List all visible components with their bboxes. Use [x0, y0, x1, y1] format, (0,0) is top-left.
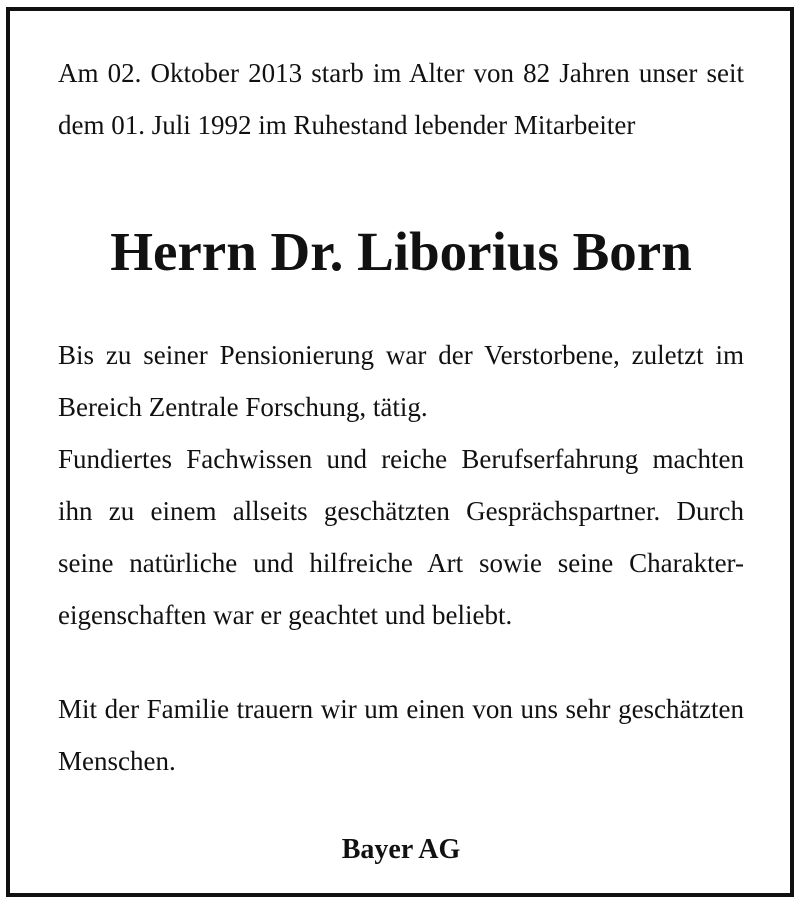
- intro-line: Am 02. Oktober 2013 starb im Alter von 82 Jahren unser seit: [58, 58, 744, 88]
- closing-paragraph: [58, 683, 744, 787]
- intro-line: dem 01. Juli 1992 im Ruhestand lebender Mitarbeiter: [58, 110, 636, 140]
- company-signature: Bayer AG: [341, 834, 461, 865]
- closing-line: Menschen.: [58, 746, 176, 776]
- obituary-notice: [6, 7, 794, 897]
- career-line: Bis zu seiner Pensionierung war der Verstorbene, zuletzt im: [58, 340, 744, 370]
- closing-line: Mit der Familie trauern wir um einen von uns sehr geschätzten: [58, 694, 744, 724]
- career-paragraph: [58, 329, 744, 641]
- career-line: seine natürliche und hilfreiche Art sowie seine Charakter-: [58, 548, 744, 578]
- career-line: Bereich Zentrale Forschung, tätig.: [58, 392, 428, 422]
- career-line: ihn zu einem allseits geschätzten Gesprächspartner. Durch: [58, 496, 744, 526]
- intro-paragraph: [58, 47, 744, 151]
- career-line: Fundiertes Fachwissen und reiche Berufserfahrung machten: [58, 444, 744, 474]
- deceased-name: Herrn Dr. Liborius Born: [110, 221, 692, 282]
- career-line: eigenschaften war er geachtet und beliebt.: [58, 600, 513, 630]
